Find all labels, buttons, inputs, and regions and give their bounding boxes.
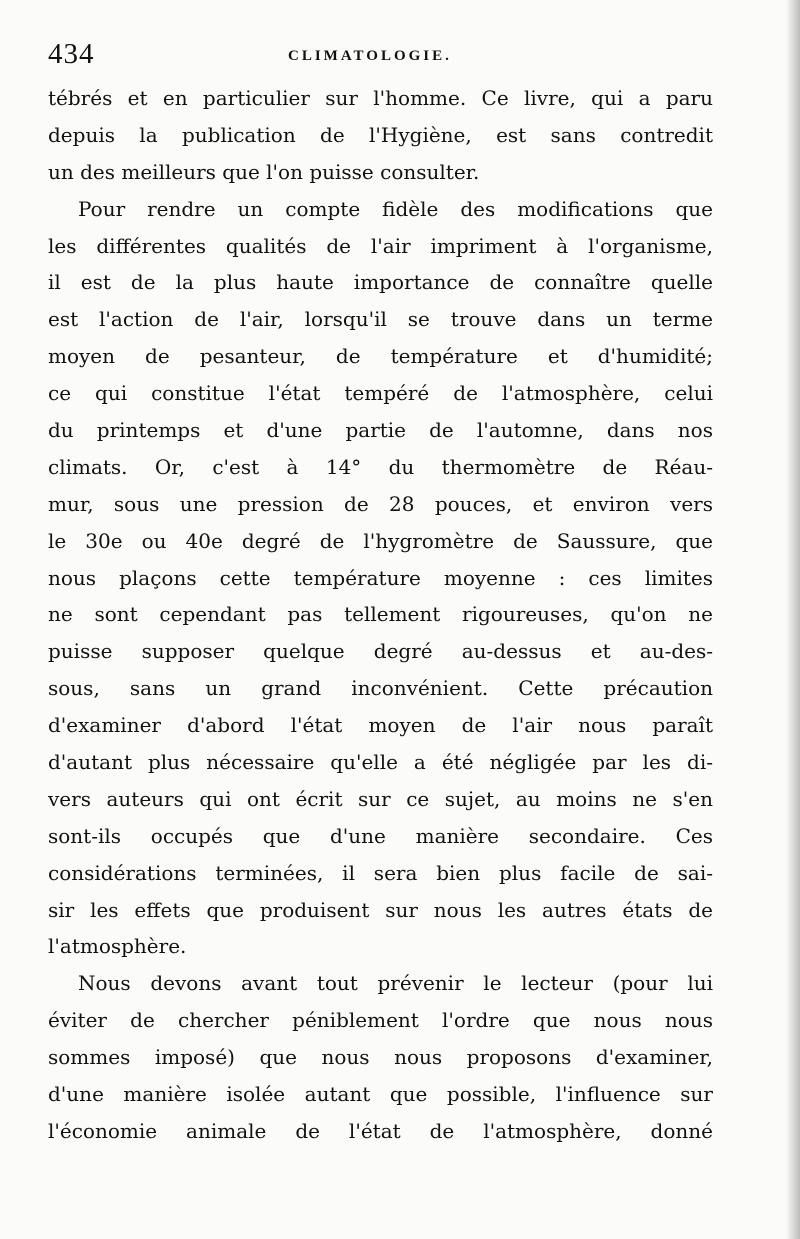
text-line: est l'action de l'air, lorsqu'il se trouve dans un terme <box>48 307 713 332</box>
text-line: sous, sans un grand inconvénient. Cette précaution <box>48 676 713 701</box>
text-line: considérations terminées, il sera bien plus facile de sai- <box>48 860 713 885</box>
text-line: sir les effets que produisent sur nous les autres états de <box>48 897 713 922</box>
text-line: puisse supposer quelque degré au-dessus et au-des- <box>48 639 713 664</box>
text-line: tébrés et en particulier sur l'homme. Ce livre, qui a paru <box>48 86 713 110</box>
text-line: du printemps et d'une partie de l'automne, dans nos <box>48 418 713 443</box>
text-line: les différentes qualités de l'air impriment à l'organisme, <box>48 233 713 258</box>
page-header <box>48 38 748 78</box>
text-line: moyen de pesanteur, de température et d'humidité; <box>48 344 713 369</box>
text-line: vers auteurs qui ont écrit sur ce sujet, au moins ne s'en <box>48 786 713 811</box>
text-line: mur, sous une pression de 28 pouces, et environ vers <box>48 491 713 516</box>
text-line: nous plaçons cette température moyenne : ces limites <box>48 565 713 590</box>
text-line: l'économie animale de l'état de l'atmosphère, donné <box>48 1118 713 1143</box>
body-text <box>48 80 713 1150</box>
text-line: d'une manière isolée autant que possible, l'influence sur <box>48 1082 713 1107</box>
text-line: éviter de chercher péniblement l'ordre que nous nous <box>48 1008 713 1033</box>
text-line: ce qui constitue l'état tempéré de l'atmosphère, celui <box>48 381 713 406</box>
text-line: depuis la publication de l'Hygiène, est sans contredit <box>48 122 713 147</box>
text-line: Pour rendre un compte fidèle des modifications que <box>78 196 713 221</box>
text-line: un des meilleurs que l'on puisse consulter. <box>48 159 480 184</box>
text-line: Nous devons avant tout prévenir le lecteur (pour lui <box>78 971 713 996</box>
text-line: le 30e ou 40e degré de l'hygromètre de Saussure, que <box>48 528 713 553</box>
text-line: d'examiner d'abord l'état moyen de l'air nous paraît <box>48 713 713 738</box>
running-head: CLIMATOLOGIE. <box>288 48 452 64</box>
text-line: il est de la plus haute importance de connaître quelle <box>48 270 713 295</box>
text-line: climats. Or, c'est à 14° du thermomètre de Réau- <box>48 454 713 479</box>
text-line: ne sont cependant pas tellement rigoureuses, qu'on ne <box>48 602 713 627</box>
text-line: d'autant plus nécessaire qu'elle a été négligée par les di- <box>48 750 713 775</box>
page-edge-shadow <box>786 0 800 1239</box>
text-line: sont-ils occupés que d'une manière secondaire. Ces <box>48 823 713 848</box>
text-line: sommes imposé) que nous nous proposons d'examiner, <box>48 1045 713 1070</box>
text-line: l'atmosphère. <box>48 934 187 959</box>
page-number: 434 <box>48 38 95 70</box>
